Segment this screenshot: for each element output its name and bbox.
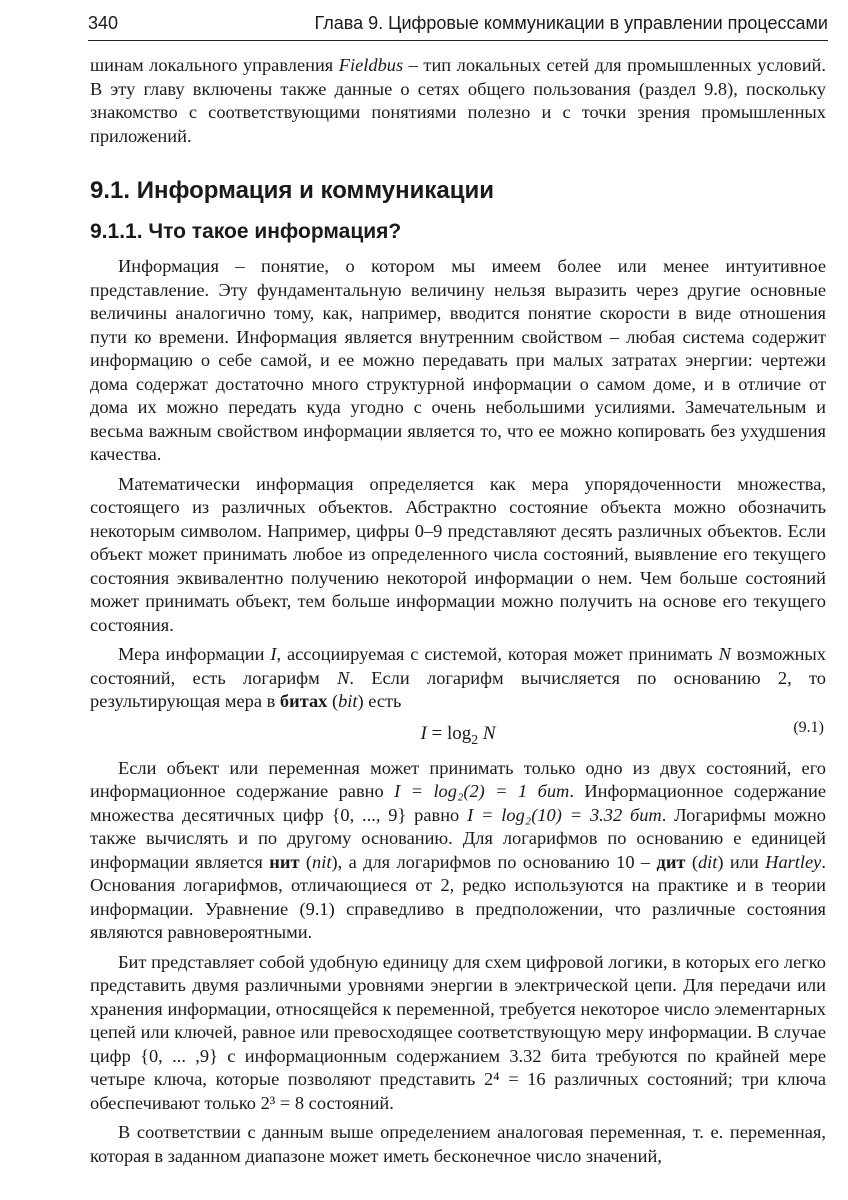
equation-number: (9.1): [793, 718, 824, 736]
subsection-heading: 9.1.1. Что такое информация?: [90, 220, 402, 243]
paragraph-analog-variable: В соответствии с данным выше определением аналоговая переменная, т. е. переменная, которая в заданном диапазоне может иметь бесконечное число значений,: [90, 1122, 826, 1166]
formula-expression: $I = \log_2 N$: [420, 722, 496, 747]
page-body: [90, 54, 826, 1168]
formula-9-1: [90, 717, 826, 755]
chapter-title: Глава 9. Цифровые коммуникации в управлении процессами: [314, 13, 828, 33]
paragraph-information-measure: Мера информации I, ассоциируемая с системой, которая может принимать N возможных состояний, есть логарифм N. Если логарифм вычисляется по основанию 2, то результирующая мера в битах (bit) есть: [90, 644, 826, 711]
fieldbus-term: Fieldbus: [338, 55, 404, 75]
page-number: 340: [88, 13, 119, 33]
bits-term: битах: [279, 691, 328, 711]
paragraph-information-definition: Информация – понятие, о котором мы имеем более или менее интуитивное представление. Эту фундаментальную величину нельзя выразить через другие основные величины аналогично тому, как, например, вводится понятие скорости в виде отношения пути ко времени. Информация является внутренним свойством – любая система содержит информацию о себе самой, и ее можно передавать при малых затратах энергии: чертежи дома содержат достаточно много структурной информации о самом доме, и в отличие от дома их можно передать куда угодно с очень небольшими усилиями. Замечательным и весьма важным свойством информации является то, что ее можно копировать без ухудшения качества.: [90, 256, 826, 464]
paragraph-log-bases: Если объект или переменная может принимать только одно из двух состояний, его информационное содержание равно I = log₂(2) = 1 бит. Информационное содержание множества десятичных цифр {0, ..., 9} равно I = log₂(10) = 3.32 бит. Логарифмы можно также вычислять и по другому основанию. Для логарифмов по основанию e единицей информации является нит (nit), а для логарифмов по основанию 10 – дит (dit) или Hartley. Основания логарифмов, отличающиеся от 2, редко используются на практике и в теории информации. Уравнение (9.1) справедливо в предположении, что различные состояния являются равновероятными.: [90, 757, 826, 942]
section-heading: 9.1. Информация и коммуникации: [90, 177, 494, 204]
paragraph-mathematical-definition: Математически информация определяется как мера упорядоченности множества, состоящего из различных объектов. Абстрактно состояние объекта можно обозначить некоторым символом. Например, цифры 0–9 представляют десять различных объектов. Если объект может принимать любое из определенного числа состояний, выявление его текущего состояния эквивалентно получению некоторой информации о нем. Чем больше состояний может принимать объект, тем больше информации можно получить на основе его текущего состояния.: [90, 473, 826, 635]
running-header: [88, 6, 828, 41]
paragraph-bit-unit: Бит представляет собой удобную единицу для схем цифровой логики, в которых его легко представить двумя различными уровнями энергии в электрической цепи. Для передачи или хранения информации, относящейся к переменной, требуется некоторое число элементарных цепей или ключей, равное или превосходящее соответствующую меру информации. В случае цифр {0, ... ,9} с информационным содержанием 3.32 бита требуются по крайней мере четыре ключа, которые позволяют представить 2⁴ = 16 различных состояний; три ключа обеспечивают только 2³ = 8 состояний.: [90, 951, 826, 1113]
intro-paragraph: шинам локального управления Fieldbus – тип локальных сетей для промышленных условий. В эту главу включены также данные о сетях общего пользования (раздел 9.8), поскольку знакомство с соответствующими понятиями полезно и с точки зрения промышленных приложений.: [90, 55, 826, 146]
